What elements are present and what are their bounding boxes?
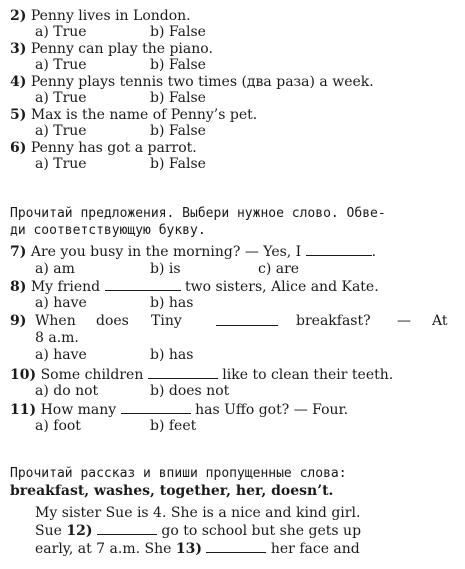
answer-blank-12[interactable] <box>97 522 157 535</box>
story-instruction: Прочитай рассказ и впиши пропущенные слова: <box>10 466 347 481</box>
option-5b[interactable]: b) False <box>150 123 206 139</box>
question-9-number: 9) <box>10 313 27 329</box>
option-10a[interactable]: a) do not <box>35 383 99 399</box>
option-11a[interactable]: a) foot <box>35 418 81 434</box>
question-11: 11) How many has Uffo got? — Four. <box>10 402 349 418</box>
option-5a[interactable]: a) True <box>35 123 87 139</box>
question-6: 6) Penny has got a parrot. <box>10 140 197 156</box>
answer-blank-8[interactable] <box>105 278 181 291</box>
answer-blank-13[interactable] <box>206 540 266 553</box>
option-2b[interactable]: b) False <box>150 24 206 40</box>
question-9-word-at: At <box>432 313 448 329</box>
story-line-2: Sue 12) go to school but she gets up <box>35 523 362 539</box>
question-9-word-breakfast: breakfast? <box>296 313 371 329</box>
option-7b[interactable]: b) is <box>150 261 181 277</box>
question-9-word-does: does <box>96 313 129 329</box>
option-7a[interactable]: a) am <box>35 261 75 277</box>
question-2: 2) Penny lives in London. <box>10 8 191 24</box>
question-9-dash: — <box>397 313 411 329</box>
option-4b[interactable]: b) False <box>150 90 206 106</box>
instruction-line-2: ди соответствующую букву. <box>10 223 206 238</box>
question-3: 3) Penny can play the piano. <box>10 41 213 57</box>
question-4: 4) Penny plays tennis two times (два раза) a week. <box>10 74 374 90</box>
question-5: 5) Max is the name of Penny’s pet. <box>10 107 258 123</box>
story-line-1: My sister Sue is 4. She is a nice and kind girl. <box>35 505 361 521</box>
option-6b[interactable]: b) False <box>150 156 206 172</box>
question-9-line-2: 8 a.m. <box>35 330 79 346</box>
option-3b[interactable]: b) False <box>150 57 206 73</box>
option-8a[interactable]: a) have <box>35 295 87 311</box>
option-6a[interactable]: a) True <box>35 156 87 172</box>
answer-blank-10[interactable] <box>148 366 218 379</box>
option-11b[interactable]: b) feet <box>150 418 197 434</box>
option-9a[interactable]: a) have <box>35 347 87 363</box>
question-7: 7) Are you busy in the morning? — Yes, I . <box>10 244 377 260</box>
instruction-line-1: Прочитай предложения. Выбери нужное слово. Обве- <box>10 206 386 221</box>
option-4a[interactable]: a) True <box>35 90 87 106</box>
option-3a[interactable]: a) True <box>35 57 87 73</box>
answer-blank-11[interactable] <box>121 401 191 414</box>
question-9-word-tiny: Tiny <box>151 313 182 329</box>
option-7c[interactable]: c) are <box>258 261 300 277</box>
question-9-word-when: When <box>35 313 76 329</box>
answer-blank-9[interactable] <box>216 313 278 326</box>
question-10: 10) Some children like to clean their teeth. <box>10 367 394 383</box>
option-10b[interactable]: b) does not <box>150 383 230 399</box>
question-8: 8) My friend two sisters, Alice and Kate. <box>10 279 379 295</box>
story-line-3: early, at 7 a.m. She 13) her face and <box>35 541 360 557</box>
answer-blank-7[interactable] <box>306 243 372 256</box>
word-bank: breakfast, washes, together, her, doesn’t. <box>10 483 334 499</box>
option-9b[interactable]: b) has <box>150 347 194 363</box>
option-2a[interactable]: a) True <box>35 24 87 40</box>
option-8b[interactable]: b) has <box>150 295 194 311</box>
